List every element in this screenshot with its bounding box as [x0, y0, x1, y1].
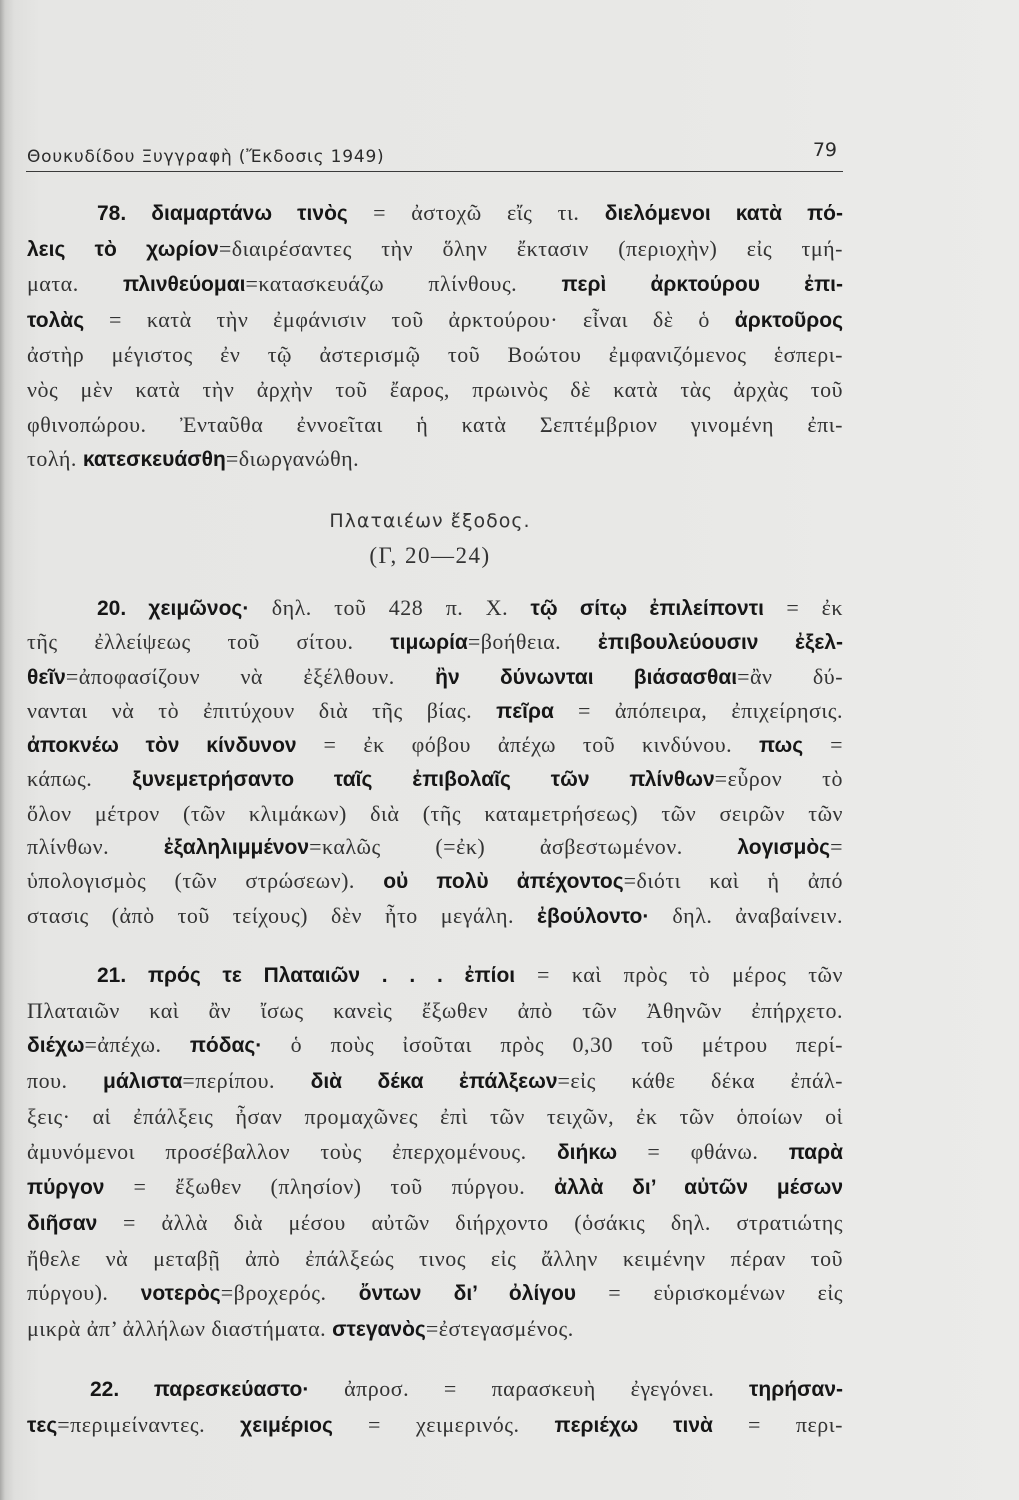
gloss-text: ἀπροσ. = παρασκευὴ ἐγεγόνει. [309, 1376, 750, 1401]
gloss-text: τῆς ἐλλείψεως τοῦ σίτου. [27, 629, 391, 655]
gloss-text: = καὶ πρὸς τὸ μέρος τῶν [515, 962, 843, 987]
headword: 20. χειμῶνος· [97, 597, 250, 620]
gloss-text: = χειμερινός. [332, 1412, 555, 1437]
text-line [27, 267, 843, 303]
text-line [27, 728, 843, 762]
gloss-text: =ἂν δύ- [737, 663, 844, 689]
gloss-text: = κατὰ τὴν ἐμφάνισιν τοῦ ἀρκτούρου· εἶναι δὲ ὁ [84, 306, 735, 332]
gloss-paragraph [27, 958, 843, 1348]
headword: πύργον [27, 1176, 105, 1200]
gloss-text: = ἀστοχῶ εἴς τι. [347, 200, 605, 225]
gloss-text: = ἐκ φόβου ἀπέχω τοῦ κινδύνου. [296, 732, 760, 758]
gloss-text: =διωργανώθη. [225, 446, 360, 472]
headword: 21. πρός τε Πλαταιῶν . . . ἐπίοι [97, 964, 516, 987]
gloss-text: = ἀπόπειρα, ἐπιχείρησις. [553, 697, 843, 723]
gloss-text: δηλ. τοῦ 428 π. Χ. [249, 595, 531, 620]
text-line [27, 830, 843, 864]
text-line [27, 958, 843, 994]
headword: διέχω [27, 1034, 85, 1058]
text-line [27, 694, 843, 728]
headword: ἀρκτοῦρος [734, 308, 843, 332]
headword: μάλιστα [103, 1070, 183, 1094]
gloss-text: = ἀλλὰ διὰ μέσου αὐτῶν διήρχοντο (ὁσάκις δηλ. στρατιώτης [97, 1209, 843, 1235]
running-head-title: Θουκυδίδου Ξυγγραφὴ (Ἔκδοσις 1949) [27, 147, 385, 167]
text-line [27, 660, 843, 694]
gloss-text: =βοήθεια. [467, 629, 598, 655]
gloss-text: =ἐστεγασμένος. [425, 1316, 574, 1342]
headword: 22. παρεσκεύαστο· [90, 1378, 310, 1401]
headword: στεγανὸς [332, 1318, 426, 1342]
gloss-text: τολή. [27, 446, 83, 472]
gloss-text: ματα. [27, 271, 124, 297]
gloss-text: = ἐκ [763, 595, 843, 620]
text-line [27, 625, 843, 659]
gloss-text: ἀμυνόμενοι προσέβαλλον τοὺς ἐπερχομένους. [27, 1138, 557, 1164]
text-line [27, 1135, 843, 1171]
gloss-text: =βροχερός. [220, 1280, 359, 1306]
gloss-text: =κατασκευάζω πλίνθους. [245, 271, 562, 297]
headword: τες [27, 1414, 58, 1437]
headword: ἐβούλοντο· [536, 904, 650, 928]
text-line [27, 1206, 843, 1242]
headword: ἀλλὰ δι’ αὐτῶν μέσων [554, 1176, 843, 1200]
gloss-text: =περιμείναντες. [57, 1412, 241, 1437]
gloss-text: =διαιρέσαντες τὴν ὅλην ἔκτασιν (περιοχὴν) εἰς τμή- [218, 235, 843, 261]
text-line [27, 1371, 843, 1407]
gloss-text: νανται νὰ τὸ ἐπιτύχουν διὰ τῆς βίας. [27, 697, 497, 723]
gloss-paragraph [27, 196, 843, 478]
text-line [27, 762, 843, 796]
gloss-text: =περίπου. [182, 1068, 311, 1094]
headword: τῷ σίτῳ ἐπιλείποντι [530, 597, 764, 620]
gloss-text: νὸς μὲν κατὰ τὴν ἀρχὴν τοῦ ἔαρος, πρωινὸς δὲ κατὰ τὰς ἀρχὰς τοῦ [27, 376, 843, 402]
section-heading: Πλαταιέων ἔξοδος. [329, 510, 531, 532]
gloss-text: =εἰς κάθε δέκα ἐπάλ- [557, 1068, 843, 1094]
text-line [27, 442, 843, 478]
gloss-text: ὑπολογισμὸς (τῶν στρώσεων). [27, 868, 384, 894]
gloss-text: ἤθελε νὰ μεταβῇ ἀπὸ ἐπάλξεώς τινος εἰς ἄλλην κειμένην πέραν τοῦ [27, 1245, 843, 1271]
text-line [27, 797, 843, 830]
text-line [27, 899, 843, 933]
headword: θεῖν [27, 665, 66, 689]
headword: πως [759, 734, 804, 758]
gloss-text: που. [27, 1068, 104, 1094]
gloss-text: = ἔξωθεν (πλησίον) τοῦ πύργου. [104, 1174, 555, 1200]
gloss-paragraph [27, 1371, 843, 1443]
headword: περιέχω τινὰ [554, 1414, 713, 1437]
gloss-text: =εὗρον τὸ [714, 766, 844, 792]
section-reference: (Γ, 20—24) [369, 543, 491, 568]
gloss-text: = [830, 834, 843, 860]
text-line [27, 994, 843, 1029]
headword: κατεσκευάσθη [82, 448, 226, 472]
headword: διήκω [556, 1140, 618, 1164]
headword: πεῖρα [496, 699, 554, 723]
text-line [27, 1170, 843, 1206]
headword: παρὰ [788, 1140, 843, 1164]
gloss-text: φθινοπώρου. Ἐνταῦθα ἐννοεῖται ἡ κατὰ Σεπτέμβριον γινομένη ἐπι- [27, 411, 843, 437]
text-line [27, 1100, 843, 1135]
text-line [27, 591, 843, 625]
gloss-text: κάπως. [27, 766, 133, 792]
headword: πόδας· [189, 1034, 263, 1058]
gloss-text: =ἀποφασίζουν νὰ ἐξέλθουν. [65, 663, 436, 689]
headword: τολὰς [27, 308, 85, 332]
gloss-paragraph [27, 591, 843, 933]
headword: ὄντων δι’ ὀλίγου [358, 1282, 577, 1306]
gloss-text: = [803, 732, 844, 758]
gloss-text: =διότι καὶ ἡ ἀπό [623, 868, 843, 894]
text-line [27, 373, 843, 408]
headword: 78. διαμαρτάνω τινὸς [97, 202, 348, 225]
text-line [27, 1312, 843, 1348]
gloss-text: Πλαταιῶν καὶ ἂν ἴσως κανεὶς ἔξωθεν ἀπὸ τῶν Ἀθηνῶν ἐπήρχετο. [27, 997, 843, 1023]
headword: περὶ ἀρκτούρου ἐπι- [561, 273, 843, 297]
headword: διελόμενοι κατὰ πό- [604, 202, 843, 225]
gloss-text: ξεις· αἱ ἐπάλξεις ἦσαν προμαχῶνες ἐπὶ τῶν τειχῶν, ἐκ τῶν ὁποίων οἱ [27, 1103, 843, 1129]
gloss-text: = εὑρισκομένων εἰς [576, 1280, 844, 1306]
gloss-text: δηλ. ἀναβαίνειν. [649, 902, 844, 928]
headword: χειμέριος [240, 1414, 333, 1437]
headword: τηρήσαν- [749, 1378, 843, 1401]
page-number: 79 [812, 139, 837, 161]
text-line [27, 1064, 843, 1100]
headword: ἐπιβουλεύουσιν ἐξελ- [597, 631, 844, 655]
text-line [27, 408, 843, 443]
gloss-text: πλίνθων. [27, 834, 164, 860]
headword: ξυνεμετρήσαντο ταῖς ἐπιβολαῖς τῶν πλίνθων [132, 768, 715, 792]
gloss-text: =ἀπέχω. [84, 1032, 190, 1058]
text-line [27, 196, 843, 232]
text-line [27, 1276, 843, 1312]
headword: ἀποκνέω τὸν κίνδυνον [27, 734, 297, 758]
headword: ἢν δύνωνται βιάσασθαι [435, 665, 738, 689]
gloss-text: μικρὰ ἀπ’ ἀλλήλων διαστήματα. [27, 1316, 333, 1342]
headword: διὰ δέκα ἐπάλξεων [310, 1070, 558, 1094]
gloss-text: ὅλον μέτρον (τῶν κλιμάκων) διὰ (τῆς καταμετρήσεως) τῶν σειρῶν τῶν [27, 800, 843, 826]
headword: λεις τὸ χωρίον [27, 237, 219, 261]
headword: λογισμὸς [737, 836, 831, 860]
text-line [27, 864, 843, 898]
headword: ἐξαληλιμμένον [163, 836, 310, 860]
headword: τιμωρία [390, 631, 468, 655]
headword: οὐ πολὺ ἀπέχοντος [383, 870, 624, 894]
gloss-text: =καλῶς (=ἐκ) ἀσβεστωμένον. [309, 834, 738, 860]
headword: διῆσαν [27, 1211, 98, 1235]
headword: νοτερὸς [140, 1282, 221, 1306]
text-line [27, 232, 843, 268]
gloss-text: στασις (ἀπὸ τοῦ τείχους) δὲν ἦτο μεγάλη. [27, 902, 537, 928]
gloss-text: πύργου). [27, 1280, 141, 1306]
text-line [27, 303, 843, 339]
text-body [27, 0, 843, 1500]
text-line [27, 338, 843, 373]
gloss-text: ἀστὴρ μέγιστος ἐν τῷ ἀστερισμῷ τοῦ Βοώτου ἐμφανιζόμενος ἑσπερι- [27, 342, 843, 368]
gloss-text: = περι- [712, 1412, 843, 1437]
text-line [27, 1407, 843, 1443]
gloss-text: ὁ ποὺς ἰσοῦται πρὸς 0,30 τοῦ μέτρου περί- [262, 1032, 844, 1058]
gloss-text: = φθάνω. [617, 1138, 789, 1164]
text-line [27, 1242, 843, 1277]
headword: πλινθεύομαι [123, 273, 246, 297]
text-line [27, 1028, 843, 1064]
